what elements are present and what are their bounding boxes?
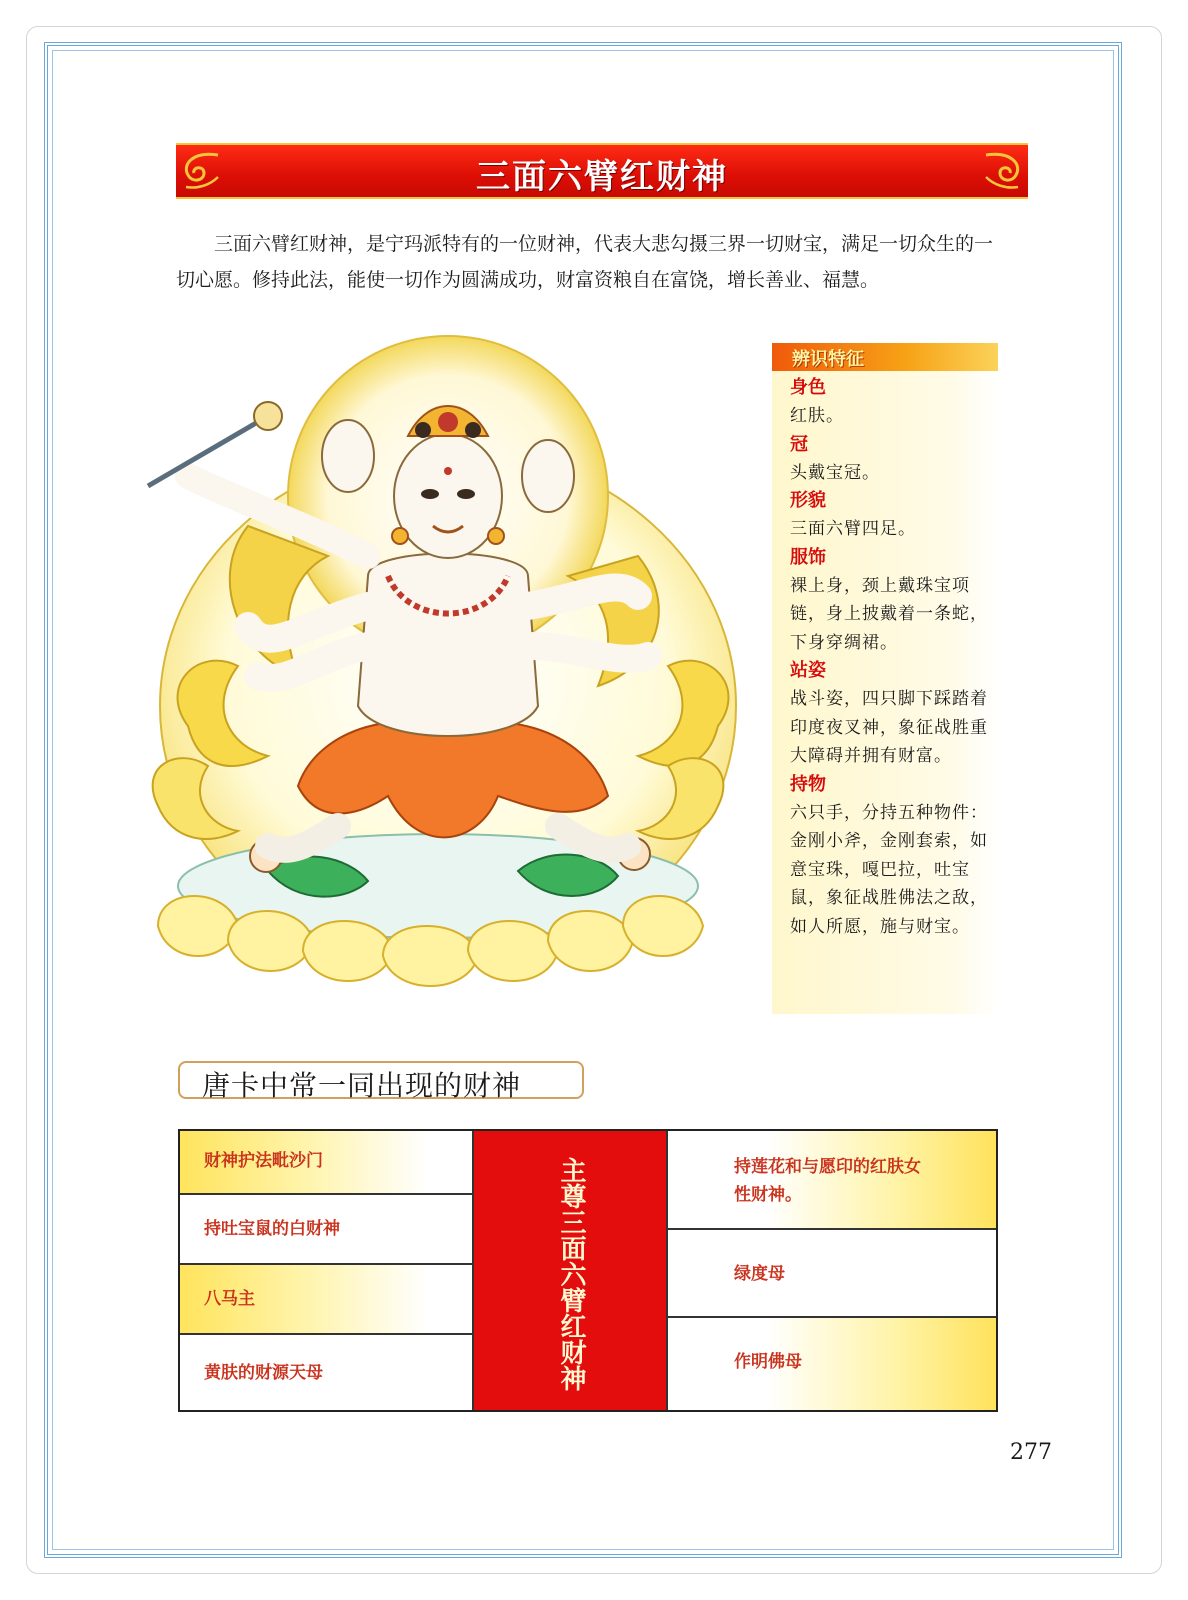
feature-text-crown: 头戴宝冠。: [790, 462, 880, 483]
table-cell: [668, 1230, 996, 1318]
feature-text-attributes: 六只手，分持五种物件：金刚小斧，金刚套索，如意宝珠，嘎巴拉，吐宝鼠，象征战胜佛法之敌，如人所愿，施与财宝。: [790, 802, 988, 937]
table-cell-text: 八马主: [204, 1289, 255, 1309]
related-deities-table: [178, 1129, 998, 1412]
table-cell-text: 持吐宝鼠的白财神: [204, 1219, 340, 1239]
red-wealth-deity-illustration: [118, 326, 758, 1014]
table-cell-text: 黄肤的财源天母: [204, 1363, 323, 1383]
feature-text-appearance: 三面六臂四足。: [790, 519, 916, 539]
table-cell-text: 绿度母: [734, 1264, 785, 1284]
table-cell: [668, 1131, 996, 1230]
feature-label-attributes: 持物: [790, 773, 826, 795]
table-center-column: [472, 1131, 668, 1410]
page-number: 277: [1010, 1440, 1052, 1465]
main-deity-label: 主尊三面六臂红财神: [556, 1157, 586, 1391]
page-title: 三面六臂红财神: [476, 157, 728, 197]
features-header: [772, 343, 998, 371]
scroll-ornament-icon: [980, 149, 1026, 193]
table-cell: [180, 1195, 472, 1265]
table-cell: [180, 1131, 472, 1195]
title-banner: [176, 143, 1028, 199]
section-title-text: 唐卡中常一同出现的财神: [202, 1069, 522, 1102]
table-left-column: [180, 1131, 472, 1410]
feature-text-stance: 战斗姿，四只脚下踩踏着印度夜叉神，象征战胜重大障碍并拥有财富。: [790, 689, 988, 766]
table-right-column: [668, 1131, 996, 1410]
table-cell-text: 持莲花和与愿印的红肤女性财神。: [734, 1157, 921, 1205]
feature-label-body-color: 身色: [790, 377, 826, 398]
intro-paragraph: 三面六臂红财神，是宁玛派特有的一位财神，代表大悲勾摄三界一切财宝，满足一切众生的一切心愿。修持此法，能使一切作为圆满成功，财富资粮自在富饶，增长善业、福慧。: [176, 233, 994, 291]
table-cell: [668, 1318, 996, 1410]
table-cell-text: 作明佛母: [734, 1352, 802, 1372]
table-cell-text: 财神护法毗沙门: [204, 1151, 323, 1171]
section-title: [178, 1061, 584, 1102]
feature-label-stance: 站姿: [790, 660, 826, 681]
feature-text-body-color: 红肤。: [790, 406, 844, 426]
features-header-label: 辨识特征: [792, 349, 864, 370]
feature-label-appearance: 形貌: [790, 490, 826, 511]
table-cell: [180, 1265, 472, 1335]
features-list: [790, 374, 990, 941]
feature-label-attire: 服饰: [790, 546, 826, 568]
table-cell: [180, 1335, 472, 1410]
feature-text-attire: 裸上身，颈上戴珠宝项链，身上披戴着一条蛇，下身穿绸裙。: [790, 575, 988, 653]
feature-label-crown: 冠: [790, 433, 808, 455]
